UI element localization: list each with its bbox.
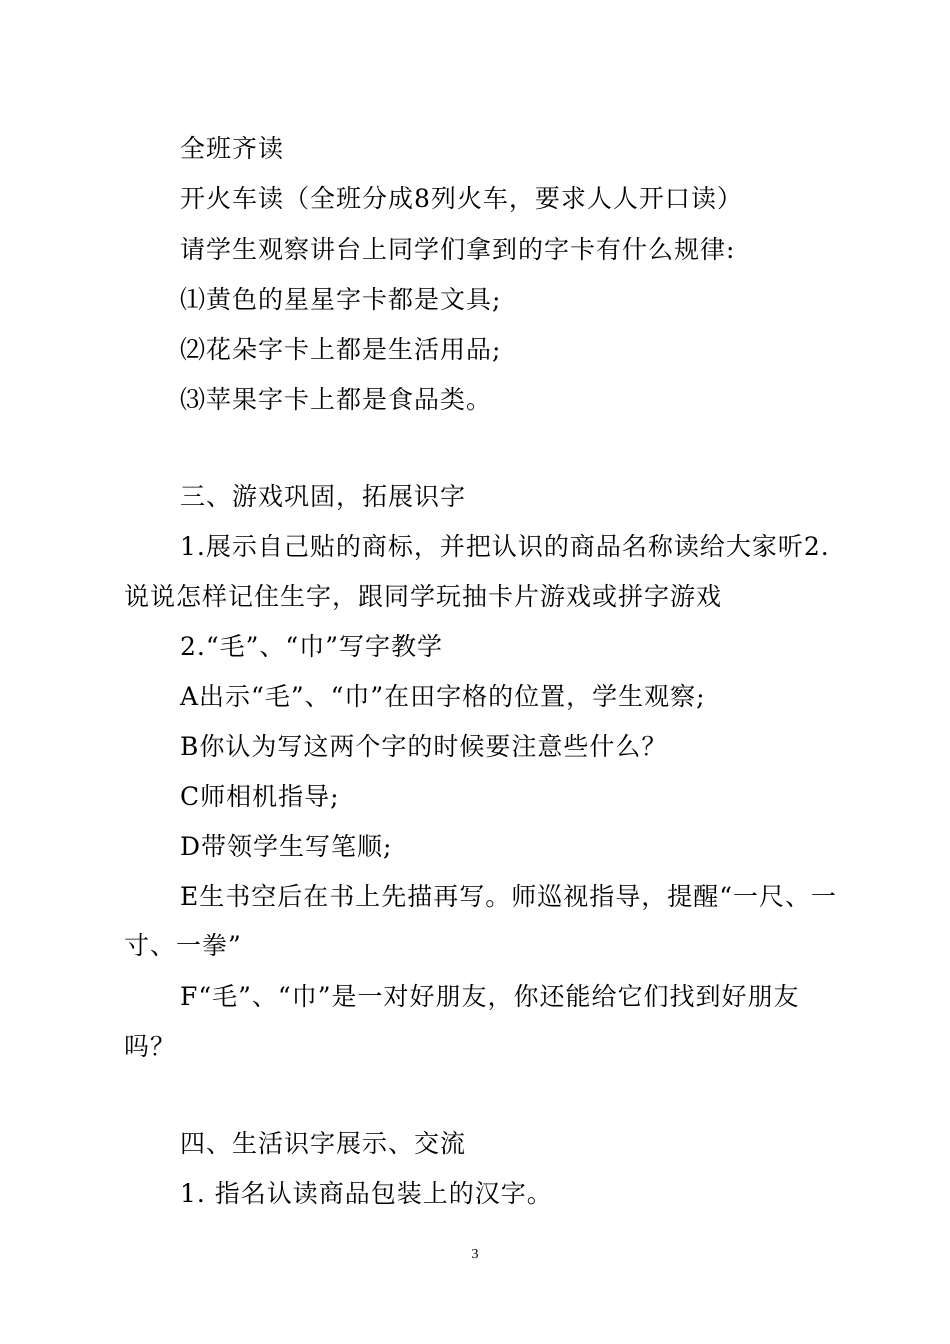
text-line: C师相机指导; [180,782,340,811]
text-line: 寸、一拳” [124,931,242,960]
text-line: ⑵花朵字卡上都是生活用品; [180,335,502,364]
text-line: 说说怎样记住生字，跟同学玩抽卡片游戏或拼字游戏 [124,582,723,611]
text-line: 请学生观察讲台上同学们拿到的字卡有什么规律: [180,235,736,264]
text-line: E生书空后在书上先描再写。师巡视指导，提醒“一尺、一 [180,882,838,911]
page-number: 3 [471,1247,479,1262]
text-line: ⑴黄色的星星字卡都是文具; [180,285,502,314]
text-line: 开火车读（全班分成8列火车，要求人人开口读） [180,184,743,213]
text-line: ⑶苹果字卡上都是食品类。 [180,385,493,414]
text-line: A出示“毛”、“巾”在田字格的位置，学生观察; [180,682,706,711]
text-line: 吗？ [124,1032,177,1061]
text-line: 全班齐读 [180,134,285,163]
text-line: D带领学生写笔顺; [180,832,393,861]
text-line: 1.展示自己贴的商标，并把认识的商品名称读给大家听2. [180,532,830,561]
text-line: F“毛”、“巾”是一对好朋友，你还能给它们找到好朋友 [180,982,800,1011]
text-line: 2.“毛”、“巾”写字教学 [180,632,443,661]
section-heading: 四、生活识字展示、交流 [180,1129,467,1158]
text-line: B你认为写这两个字的时候要注意些什么？ [180,732,668,761]
text-line: 1. 指名认读商品包装上的汉字。 [180,1179,553,1208]
section-heading: 三、游戏巩固，拓展识字 [180,482,467,511]
